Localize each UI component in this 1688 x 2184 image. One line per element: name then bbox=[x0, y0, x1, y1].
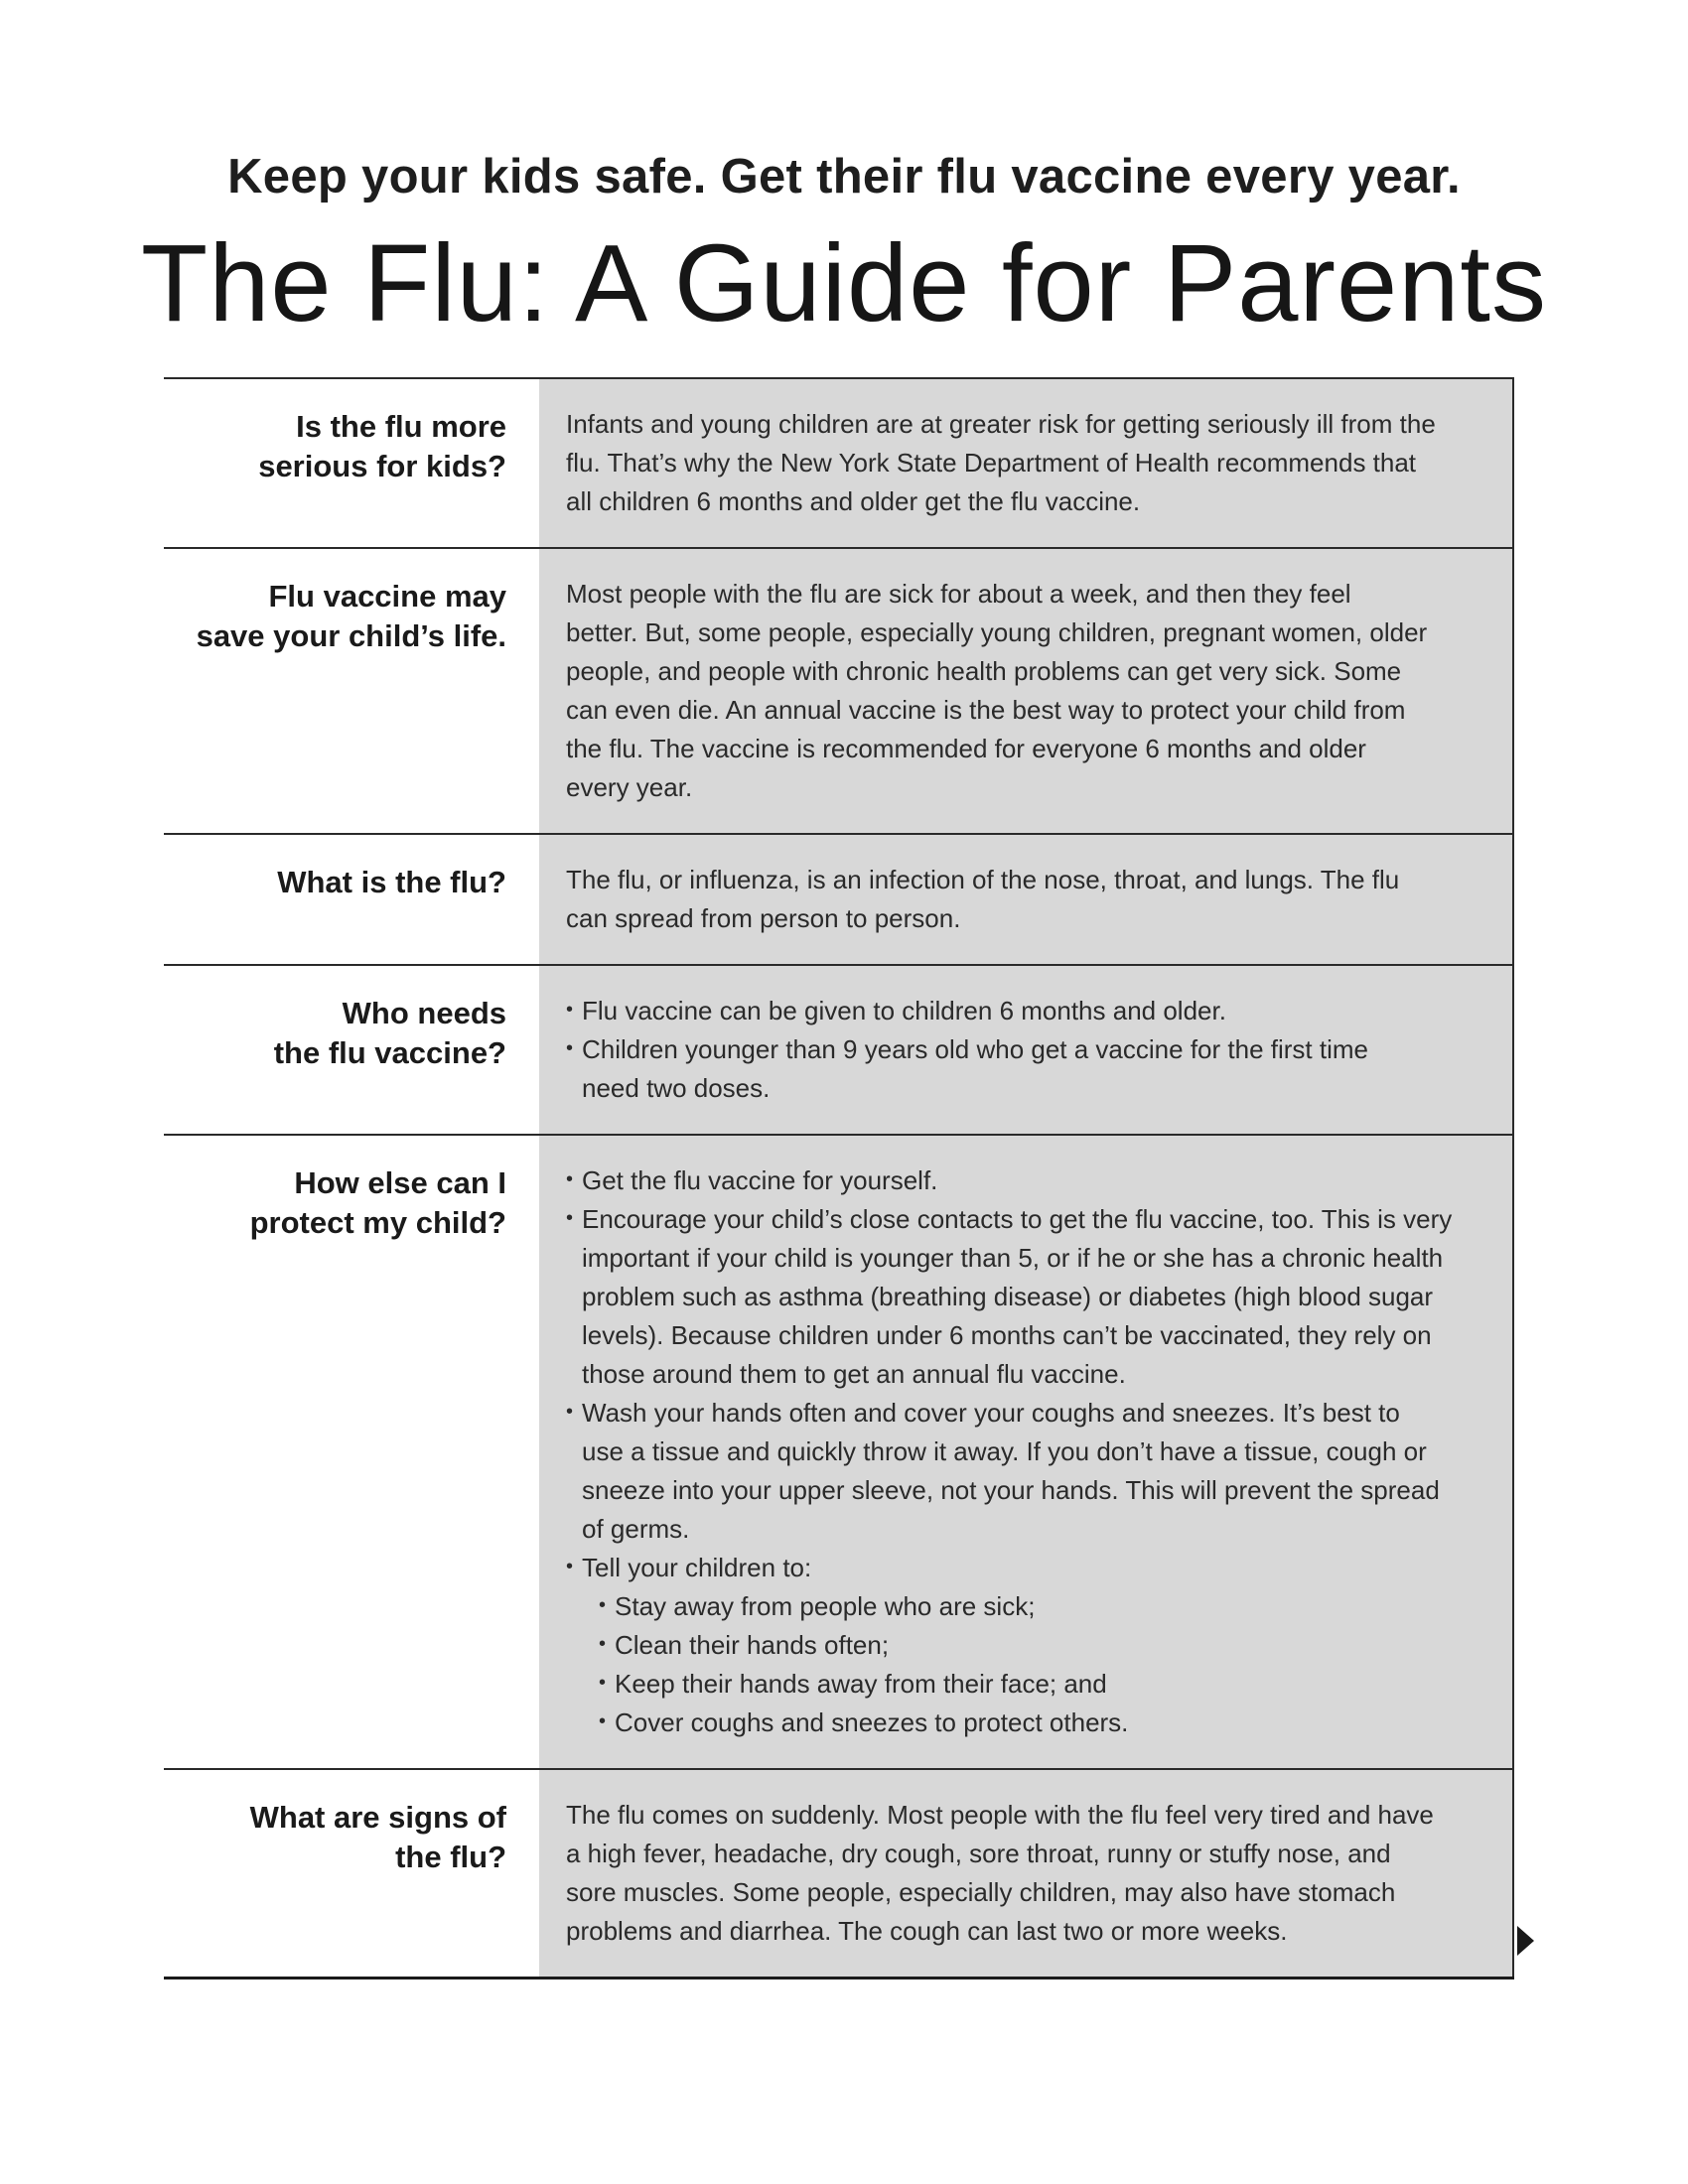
page-title: The Flu: A Guide for Parents bbox=[141, 222, 1547, 344]
sub-bullet-text: • Cover coughs and sneezes to protect others. bbox=[615, 1707, 1129, 1737]
sub-bullet-item bbox=[599, 1704, 1482, 1742]
answer-text: every year. bbox=[566, 772, 693, 802]
answer-text: all children 6 months and older get the flu vaccine. bbox=[566, 486, 1141, 516]
sub-bullet-item bbox=[599, 1587, 1482, 1626]
faq-row bbox=[164, 1136, 1514, 1770]
answer-cell bbox=[539, 1136, 1514, 1768]
question-text: save your child’s life. bbox=[196, 618, 506, 653]
faq-row bbox=[164, 966, 1514, 1136]
bullet-text: sneeze into your upper sleeve, not your hands. This will prevent the spread bbox=[582, 1475, 1440, 1505]
faq-row bbox=[164, 549, 1514, 835]
sub-bullet-text: • Keep their hands away from their face; and bbox=[615, 1669, 1107, 1699]
question-text: What are signs of bbox=[249, 1800, 506, 1835]
faq-row bbox=[164, 379, 1514, 549]
sub-bullet-text: • Stay away from people who are sick; bbox=[615, 1591, 1036, 1621]
bullet-text: need two doses. bbox=[582, 1073, 771, 1103]
question-cell bbox=[164, 835, 539, 964]
bullet-item bbox=[566, 1200, 1482, 1394]
question-cell bbox=[164, 549, 539, 833]
question-text: What is the flu? bbox=[277, 865, 506, 899]
question-text: the flu? bbox=[395, 1840, 506, 1874]
bullet-text: • Encourage your child’s close contacts to get the flu vaccine, too. This is very bbox=[582, 1204, 1453, 1234]
faq-row bbox=[164, 1770, 1514, 1979]
answer-text: Infants and young children are at greater risk for getting seriously ill from the bbox=[566, 409, 1436, 439]
bullet-text: • Tell your children to: bbox=[582, 1553, 812, 1582]
bullet-text: of germs. bbox=[582, 1514, 690, 1544]
answer-text: can even die. An annual vaccine is the best way to protect your child from bbox=[566, 695, 1406, 725]
question-text: Flu vaccine may bbox=[268, 579, 506, 614]
question-text: Who needs bbox=[342, 996, 506, 1030]
question-text: protect my child? bbox=[249, 1205, 506, 1240]
bullet-text: • Children younger than 9 years old who get a vaccine for the first time bbox=[582, 1034, 1368, 1064]
answer-text: flu. That’s why the New York State Department of Health recommends that bbox=[566, 448, 1417, 478]
tagline: Keep your kids safe. Get their flu vaccine every year. bbox=[227, 150, 1461, 204]
faq-row bbox=[164, 835, 1514, 966]
bullet-text: use a tissue and quickly throw it away. If you don’t have a tissue, cough or bbox=[582, 1436, 1427, 1466]
question-cell bbox=[164, 379, 539, 547]
bullet-text: • Get the flu vaccine for yourself. bbox=[582, 1165, 938, 1195]
bullet-item bbox=[566, 992, 1482, 1030]
sub-bullet-text: • Clean their hands often; bbox=[615, 1630, 890, 1660]
answer-text: problems and diarrhea. The cough can last two or more weeks. bbox=[566, 1916, 1288, 1946]
answer-text: the flu. The vaccine is recommended for everyone 6 months and older bbox=[566, 734, 1366, 763]
faq-table bbox=[164, 377, 1514, 1979]
answer-text: The flu comes on suddenly. Most people with the flu feel very tired and have bbox=[566, 1800, 1434, 1830]
bullet-item bbox=[566, 1030, 1482, 1108]
bullet-item bbox=[566, 1394, 1482, 1549]
answer-text: The flu, or influenza, is an infection of the nose, throat, and lungs. The flu bbox=[566, 865, 1400, 894]
answer-cell bbox=[539, 835, 1514, 964]
question-cell bbox=[164, 966, 539, 1134]
answer-text: can spread from person to person. bbox=[566, 903, 961, 933]
answer-text: sore muscles. Some people, especially children, may also have stomach bbox=[566, 1877, 1396, 1907]
answer-text: better. But, some people, especially young children, pregnant women, older bbox=[566, 617, 1428, 647]
bullet-item bbox=[566, 1549, 1482, 1587]
bullet-text: • Wash your hands often and cover your coughs and sneezes. It’s best to bbox=[582, 1398, 1400, 1428]
bullet-text: levels). Because children under 6 months can’t be vaccinated, they rely on bbox=[582, 1320, 1432, 1350]
answer-cell bbox=[539, 549, 1514, 833]
question-text: the flu vaccine? bbox=[273, 1035, 506, 1070]
bullet-text: • Flu vaccine can be given to children 6 months and older. bbox=[582, 996, 1226, 1025]
question-cell bbox=[164, 1136, 539, 1768]
question-text: How else can I bbox=[294, 1165, 506, 1200]
bullet-text: important if your child is younger than 5, or if he or she has a chronic health bbox=[582, 1243, 1444, 1273]
continue-arrow-icon bbox=[1517, 1926, 1534, 1956]
sub-bullet-item bbox=[599, 1626, 1482, 1665]
answer-cell bbox=[539, 966, 1514, 1134]
bullet-text: those around them to get an annual flu vaccine. bbox=[582, 1359, 1126, 1389]
bullet-item bbox=[566, 1161, 1482, 1200]
bullet-text: problem such as asthma (breathing disease) or diabetes (high blood sugar bbox=[582, 1282, 1434, 1311]
answer-text: people, and people with chronic health problems can get very sick. Some bbox=[566, 656, 1402, 686]
question-cell bbox=[164, 1770, 539, 1977]
answer-text: Most people with the flu are sick for about a week, and then they feel bbox=[566, 579, 1351, 609]
answer-cell bbox=[539, 1770, 1514, 1977]
answer-text: a high fever, headache, dry cough, sore throat, runny or stuffy nose, and bbox=[566, 1839, 1391, 1868]
question-text: serious for kids? bbox=[258, 449, 506, 483]
sub-bullet-item bbox=[599, 1665, 1482, 1704]
answer-cell bbox=[539, 379, 1514, 547]
question-text: Is the flu more bbox=[296, 409, 506, 444]
